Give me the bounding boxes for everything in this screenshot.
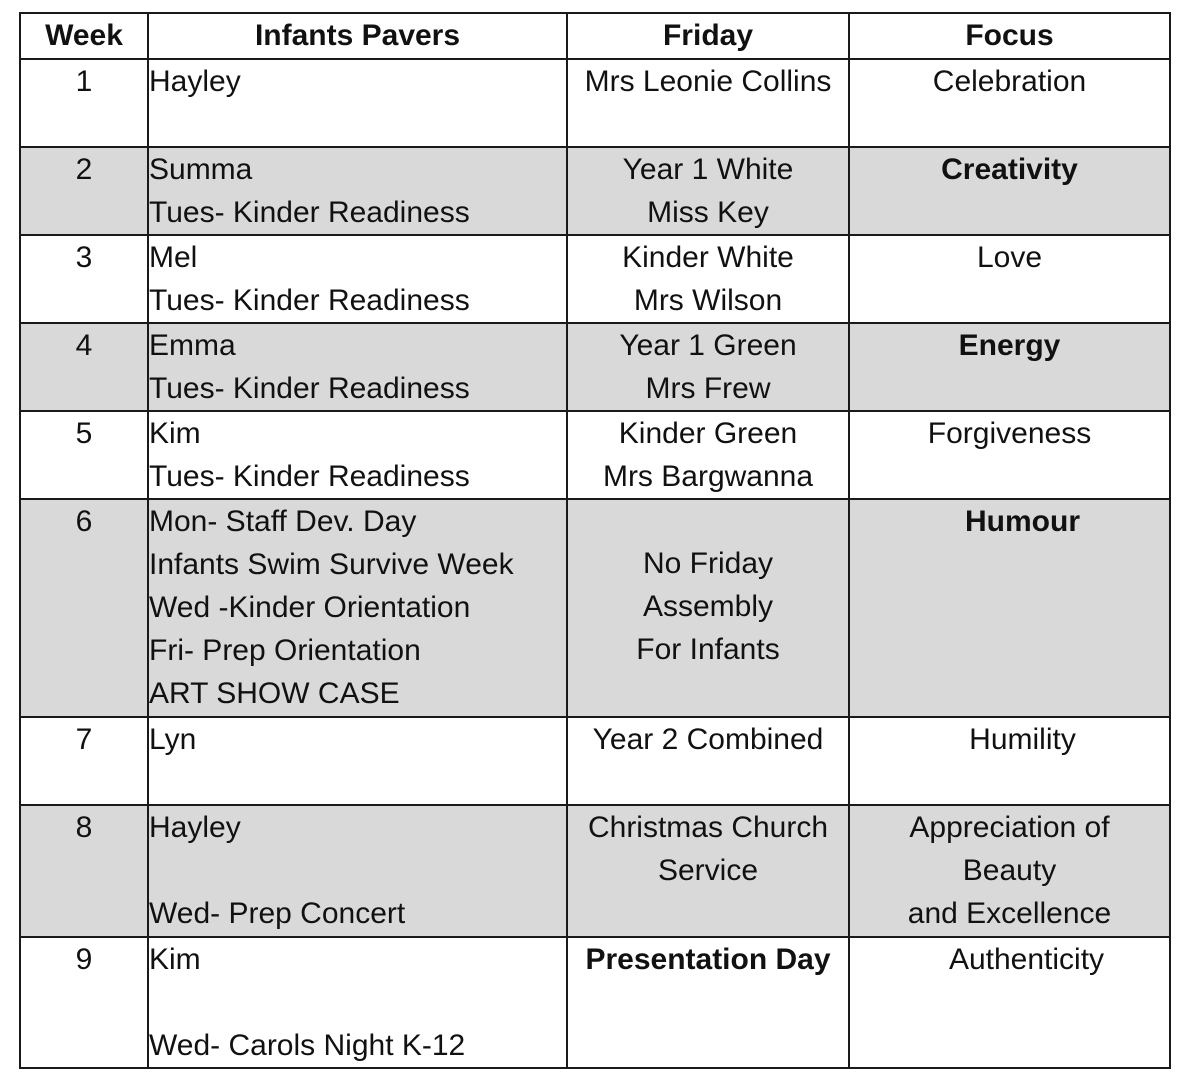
- focus-line: Energy: [958, 329, 1061, 362]
- friday-cell: [567, 499, 849, 717]
- friday-cell: [567, 805, 849, 937]
- pavers-cell: [148, 323, 567, 411]
- pavers-cell: [148, 147, 567, 235]
- friday-line: Year 1 White: [622, 153, 794, 186]
- table-row: [20, 59, 1170, 147]
- friday-line: Service: [657, 854, 759, 887]
- focus-cell: [849, 717, 1170, 805]
- pavers-cell: [148, 717, 567, 805]
- pavers-line: ART SHOW CASE: [149, 677, 400, 710]
- focus-cell: [849, 323, 1170, 411]
- week-number: 2: [20, 147, 148, 235]
- week-number: 9: [20, 937, 148, 1068]
- week-number: 8: [20, 805, 148, 937]
- focus-line: Beauty: [962, 854, 1057, 887]
- header-focus: Focus: [849, 13, 1170, 59]
- week-number: 3: [20, 235, 148, 323]
- focus-line: Humour: [965, 505, 1080, 538]
- table-row: [20, 717, 1170, 805]
- pavers-line: Kim: [149, 943, 201, 976]
- week-number: 5: [20, 411, 148, 499]
- table-row: [20, 499, 1170, 717]
- pavers-line: Tues- Kinder Readiness: [149, 196, 470, 229]
- week-number: 7: [20, 717, 148, 805]
- pavers-cell: [148, 805, 567, 937]
- friday-cell: [567, 59, 849, 147]
- focus-cell: [849, 411, 1170, 499]
- pavers-line: Tues- Kinder Readiness: [149, 284, 470, 317]
- table-row: [20, 411, 1170, 499]
- friday-cell: [567, 937, 849, 1068]
- pavers-cell: [148, 411, 567, 499]
- table-row: [20, 147, 1170, 235]
- focus-line: Celebration: [932, 65, 1087, 98]
- focus-line: and Excellence: [907, 897, 1112, 930]
- focus-line: Authenticity: [948, 943, 1105, 976]
- focus-cell: [849, 499, 1170, 717]
- friday-line: Assembly: [642, 590, 774, 623]
- table-row: [20, 937, 1170, 1068]
- friday-line: For Infants: [636, 633, 780, 666]
- friday-line: Mrs Leonie Collins: [584, 65, 832, 98]
- focus-cell: [849, 59, 1170, 147]
- focus-cell: [849, 937, 1170, 1068]
- friday-line: Year 1 Green: [619, 329, 797, 362]
- week-number: 1: [20, 59, 148, 147]
- focus-line: Humility: [969, 723, 1076, 756]
- focus-line: Creativity: [941, 153, 1078, 186]
- friday-cell: [567, 147, 849, 235]
- pavers-cell: [148, 937, 567, 1068]
- pavers-line: Summa: [149, 153, 253, 186]
- pavers-line: Lyn: [149, 723, 197, 756]
- friday-line: Miss Key: [647, 196, 769, 229]
- focus-line: Love: [976, 241, 1043, 274]
- pavers-cell: [148, 59, 567, 147]
- pavers-line: Emma: [149, 329, 236, 362]
- pavers-line: Fri- Prep Orientation: [149, 634, 421, 667]
- pavers-line: [149, 849, 566, 892]
- focus-line: Appreciation of: [909, 811, 1110, 844]
- friday-cell: [567, 717, 849, 805]
- friday-line: Kinder White: [622, 241, 794, 274]
- focus-cell: [849, 235, 1170, 323]
- friday-line: Mrs Bargwanna: [602, 460, 814, 493]
- friday-line: Year 2 Combined: [592, 723, 824, 756]
- pavers-line: Wed- Carols Night K-12: [149, 1029, 466, 1062]
- friday-cell: [567, 411, 849, 499]
- week-number: 4: [20, 323, 148, 411]
- pavers-cell: [148, 235, 567, 323]
- friday-line: Christmas Church: [587, 811, 829, 844]
- focus-cell: [849, 805, 1170, 937]
- pavers-line: Wed- Prep Concert: [149, 897, 406, 930]
- focus-cell: [849, 147, 1170, 235]
- friday-line: Presentation Day: [585, 943, 831, 976]
- friday-cell: [567, 323, 849, 411]
- friday-line: No Friday: [642, 547, 774, 580]
- pavers-line: Tues- Kinder Readiness: [149, 372, 470, 405]
- pavers-line: [149, 981, 566, 1024]
- pavers-line: Mon- Staff Dev. Day: [149, 505, 417, 538]
- friday-line: Mrs Wilson: [633, 284, 783, 317]
- week-number: 6: [20, 499, 148, 717]
- focus-line: Forgiveness: [927, 417, 1092, 450]
- pavers-line: Mel: [149, 241, 198, 274]
- pavers-line: Hayley: [149, 811, 241, 844]
- friday-line: Mrs Frew: [645, 372, 771, 405]
- table-row: [20, 323, 1170, 411]
- pavers-line: Wed -Kinder Orientation: [149, 591, 471, 624]
- pavers-line: Hayley: [149, 65, 241, 98]
- pavers-cell: [148, 499, 567, 717]
- table-row: [20, 235, 1170, 323]
- friday-line: Kinder Green: [618, 417, 798, 450]
- pavers-line: Kim: [149, 417, 201, 450]
- header-infants-pavers: Infants Pavers: [148, 13, 567, 59]
- pavers-line: Infants Swim Survive Week: [149, 548, 514, 581]
- header-week: Week: [20, 13, 148, 59]
- header-row: [20, 13, 1170, 59]
- friday-cell: [567, 235, 849, 323]
- schedule-table: [19, 12, 1171, 1069]
- header-friday: Friday: [567, 13, 849, 59]
- pavers-line: Tues- Kinder Readiness: [149, 460, 470, 493]
- table-row: [20, 805, 1170, 937]
